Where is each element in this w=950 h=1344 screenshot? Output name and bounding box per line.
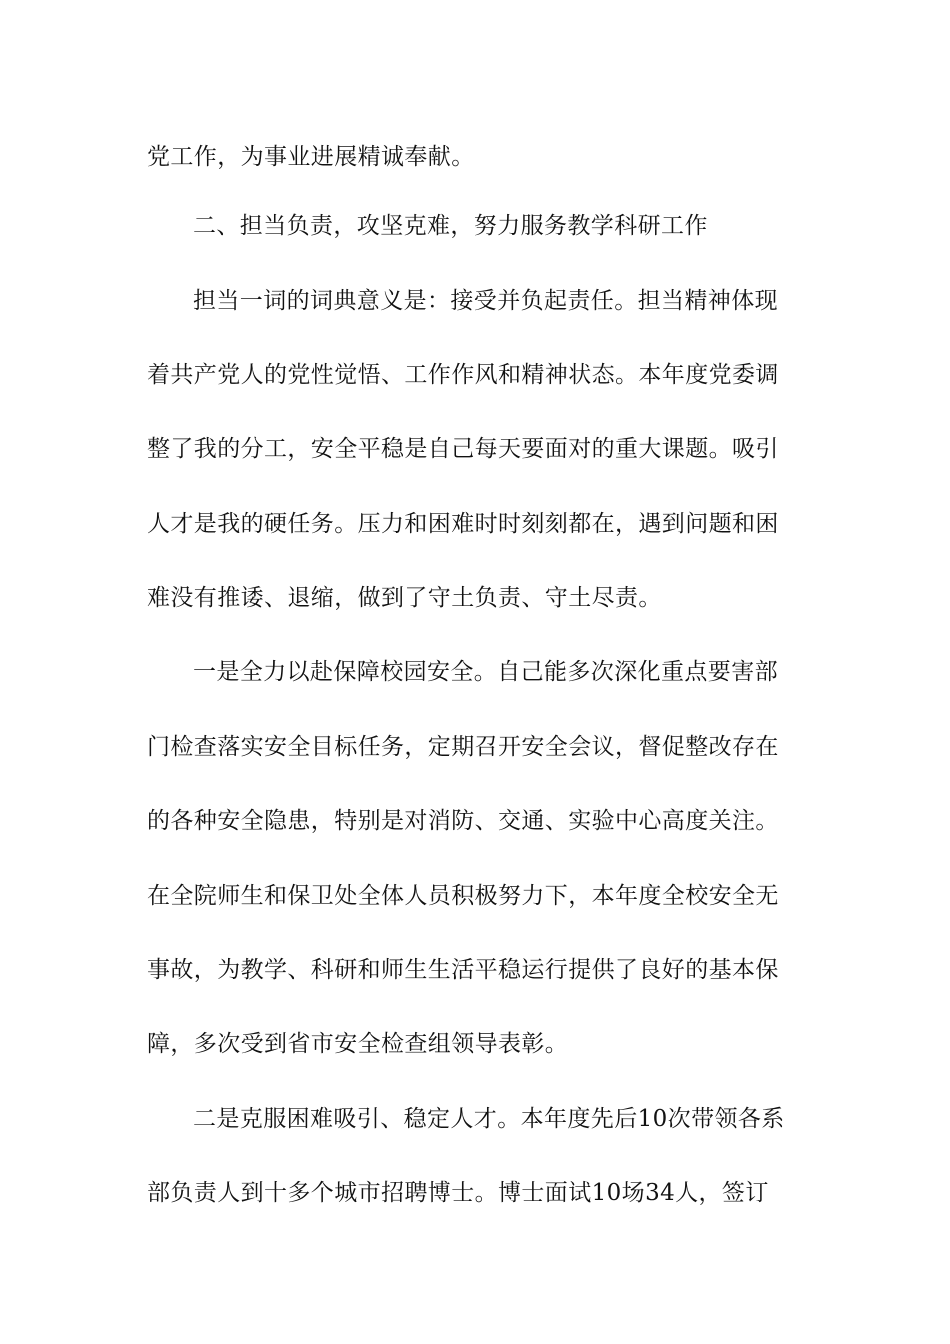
body-text-line: 整了我的分工，安全平稳是自己每天要面对的重大课题。吸引 <box>147 436 779 462</box>
body-text-line: 人才是我的硬任务。压力和困难时时刻刻都在，遇到问题和困 <box>147 511 779 537</box>
section-heading: 二、担当负责，攻坚克难，努力服务教学科研工作 <box>193 213 708 239</box>
body-text-line: 着共产党人的党性觉悟、工作作风和精神状态。本年度党委调 <box>147 362 779 388</box>
paragraph-first-line: 一是全力以赴保障校园安全。自己能多次深化重点要害部 <box>193 659 778 685</box>
paragraph-first-line: 担当一词的词典意义是：接受并负起责任。担当精神体现 <box>193 288 778 314</box>
body-text-line: 事故，为教学、科研和师生生活平稳运行提供了良好的基本保 <box>147 957 779 983</box>
body-text-line: 的各种安全隐患，特别是对消防、交通、实验中心高度关注。 <box>147 808 779 834</box>
paragraph-first-line: 二是克服困难吸引、稳定人才。本年度先后10次带领各系 <box>193 1106 785 1132</box>
body-text-line: 难没有推诿、退缩，做到了守土负责、守土尽责。 <box>147 585 662 611</box>
body-text-line: 在全院师生和保卫处全体人员积极努力下，本年度全校安全无 <box>147 883 779 909</box>
body-text-line: 门检查落实安全目标任务，定期召开安全会议，督促整改存在 <box>147 734 779 760</box>
body-text-line: 障，多次受到省市安全检查组领导表彰。 <box>147 1031 569 1057</box>
body-text-line: 部负责人到十多个城市招聘博士。博士面试10场34人，签订 <box>147 1180 769 1206</box>
body-text-line: 党工作，为事业进展精诚奉献。 <box>147 144 475 170</box>
